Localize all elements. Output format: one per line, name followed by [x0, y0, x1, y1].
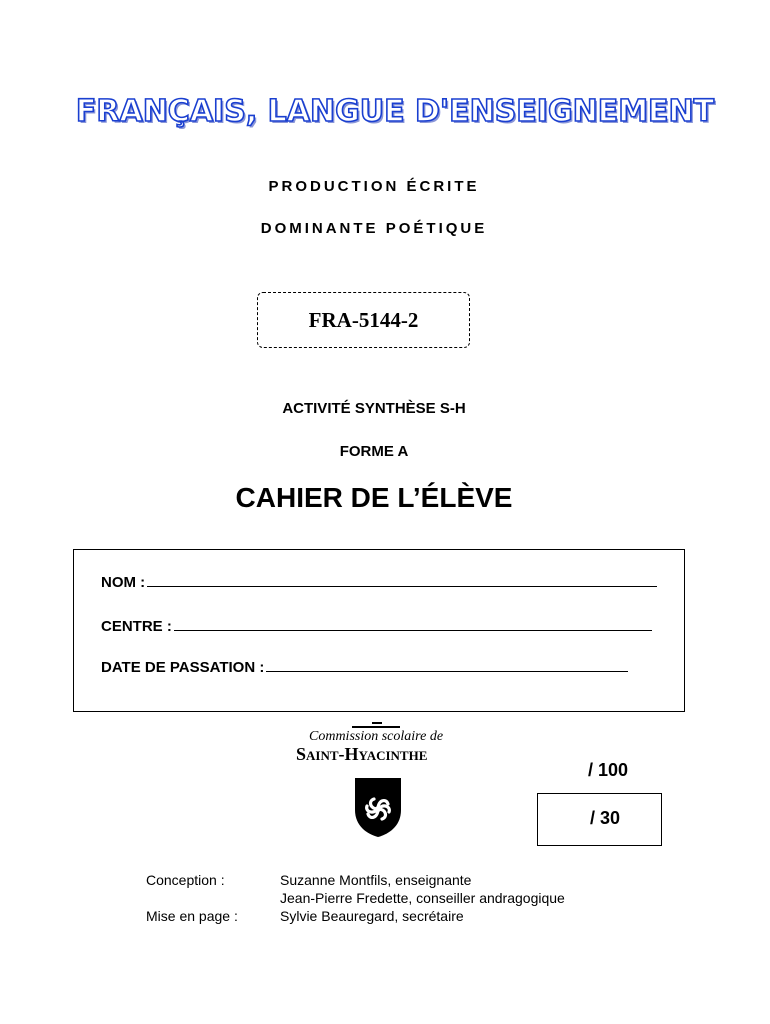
- centre-line[interactable]: [174, 616, 652, 631]
- centre-field[interactable]: [101, 616, 652, 635]
- name-line[interactable]: [147, 572, 657, 587]
- score-total: / 100: [588, 760, 629, 780]
- logo-rule-top: [372, 722, 382, 724]
- document-title: CAHIER DE L’ÉLÈVE: [235, 482, 513, 513]
- conception-value-2: Jean-Pierre Fredette, conseiller andragogique: [280, 890, 565, 906]
- logo-line1: Commission scolaire de: [309, 729, 444, 744]
- centre-label: CENTRE :: [101, 618, 172, 635]
- conception-label: Conception :: [146, 872, 225, 888]
- score-box: [537, 793, 662, 846]
- layout-label: Mise en page :: [146, 908, 238, 924]
- subtitle-production: PRODUCTION ÉCRITE: [268, 178, 480, 195]
- activity-label: ACTIVITÉ SYNTHÈSE S-H: [282, 400, 466, 417]
- date-label: DATE DE PASSATION :: [101, 659, 265, 676]
- layout-value: Sylvie Beauregard, secrétaire: [280, 908, 464, 924]
- name-label: NOM :: [101, 574, 146, 591]
- form-label: FORME A: [339, 443, 409, 460]
- date-field[interactable]: [101, 657, 628, 676]
- conception-value-1: Suzanne Montfils, enseignante: [280, 872, 472, 888]
- name-field[interactable]: [101, 572, 657, 591]
- logo-line2: Saint-Hyacinthe: [296, 744, 428, 764]
- logo-rule: [352, 726, 400, 728]
- course-code-box: [257, 292, 470, 348]
- course-code: FRA-5144-2: [308, 307, 419, 332]
- main-title: FRANÇAIS, LANGUE D'ENSEIGNEMENT: [75, 94, 715, 129]
- score-partial: / 30: [590, 808, 621, 828]
- subtitle-dominante: DOMINANTE POÉTIQUE: [260, 220, 488, 237]
- student-info-box: [73, 549, 685, 712]
- date-line[interactable]: [266, 657, 628, 672]
- shield-swirl-icon: [353, 776, 403, 838]
